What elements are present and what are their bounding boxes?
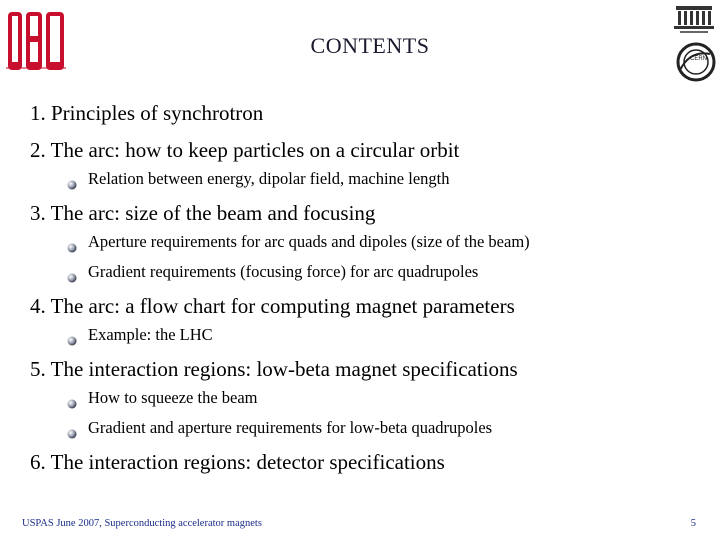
- outline-subitem: [67, 388, 670, 408]
- outline-subitem: [67, 418, 670, 438]
- outline-item-5: [30, 356, 670, 438]
- outline-sublist: [67, 232, 670, 282]
- outline-item-3: [30, 200, 670, 282]
- outline-subitem: [67, 325, 670, 345]
- bullet-icon: [67, 175, 77, 185]
- slide-title: CONTENTS: [310, 33, 430, 58]
- page-number: 5: [690, 518, 696, 529]
- outline-item-6: [30, 449, 670, 475]
- outline-subitem-text: Gradient and aperture requirements for low-beta quadrupoles: [88, 418, 493, 437]
- outline-item-label: 3. The arc: size of the beam and focusing: [30, 201, 376, 225]
- bullet-icon: [67, 268, 77, 278]
- cern-logo-icon: [678, 44, 714, 80]
- outline-sublist: [67, 169, 670, 189]
- outline-subitem-text: Gradient requirements (focusing force) for arc quadrupoles: [88, 262, 479, 281]
- footer-text: USPAS June 2007, Superconducting accelerator magnets: [22, 518, 262, 529]
- outline-subitem: [67, 262, 670, 282]
- outline-subitem-text: How to squeeze the beam: [88, 388, 258, 407]
- outline-subitem-text: Example: the LHC: [88, 325, 213, 344]
- outline-item-label: 4. The arc: a flow chart for computing magnet parameters: [30, 294, 515, 318]
- building-icon: [674, 6, 714, 33]
- bullet-icon: [67, 238, 77, 248]
- outline-item-2: [30, 137, 670, 189]
- outline-item-label: 5. The interaction regions: low-beta magnet specifications: [30, 357, 518, 381]
- outline-item-label: 6. The interaction regions: detector specifications: [30, 450, 445, 474]
- bullet-icon: [67, 424, 77, 434]
- bullet-icon: [67, 331, 77, 341]
- outline-subitem: [67, 232, 670, 252]
- outline-sublist: [67, 388, 670, 438]
- svg-text:CERN: CERN: [690, 56, 708, 62]
- outline-sublist: [67, 325, 670, 345]
- outline-subitem: [67, 169, 670, 189]
- outline-subitem-text: Aperture requirements for arc quads and dipoles (size of the beam): [88, 232, 530, 251]
- outline-item-label: 1. Principles of synchrotron: [30, 101, 264, 125]
- outline-item-1: [30, 100, 670, 126]
- outline-item-label: 2. The arc: how to keep particles on a circular orbit: [30, 138, 460, 162]
- contents-outline: [30, 100, 670, 486]
- bullet-icon: [67, 394, 77, 404]
- outline-item-4: [30, 293, 670, 345]
- institution-logos: [670, 2, 718, 84]
- outline-subitem-text: Relation between energy, dipolar field, machine length: [88, 169, 450, 188]
